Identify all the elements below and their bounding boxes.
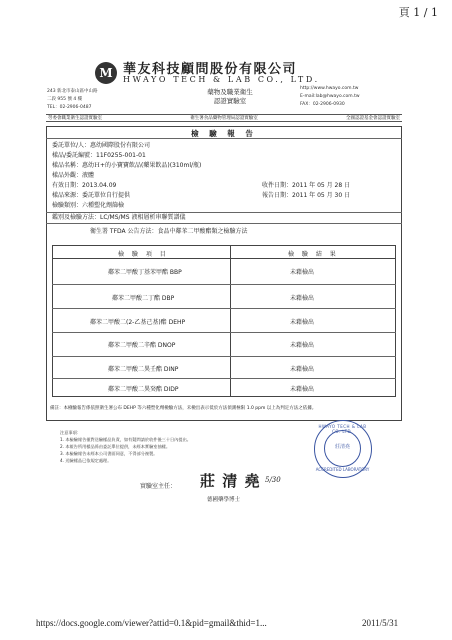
table-row-result: 未藉檢出: [290, 295, 315, 302]
table-row-item: 鄰苯二甲酸二(2-乙基己基)酯 DEHP: [90, 319, 186, 326]
row-divider: [52, 332, 396, 333]
test-category: 檢驗類別：六種塑化劑篩檢: [52, 202, 125, 209]
valid-date: 有效日期：2013.04.09: [52, 182, 117, 189]
row-divider: [52, 284, 396, 285]
instrument: 鑑別及檢驗方法：LC/MS/MS 液相層析串聯質譜儀: [52, 214, 186, 221]
report-date: 報告日期：2011 年 05 月 30 日: [262, 192, 351, 199]
company-address: 243 新北市泰山區中山路 二段 955 號 4 樓 TEL：02-2906-0487: [47, 89, 98, 110]
divider: [46, 138, 402, 139]
table-row-result: 未藉檢出: [290, 269, 315, 276]
table-row-item: 鄰苯二甲酸二丁酯 DBP: [112, 295, 175, 302]
header-result: 檢 驗 結 果: [288, 251, 339, 258]
sample-state: 樣品外觀：液體: [52, 172, 95, 179]
client: 委託單位/人：惠幼國際股份有限公司: [52, 142, 151, 149]
director-title: 德國藥學博士: [207, 497, 241, 503]
lab-title: 藥物及職業衛生 認證實驗室: [207, 88, 253, 105]
sample-source: 樣品來源：委託單位自行提供: [52, 192, 131, 199]
accreditation-band: 勞委會職業衛生認證實驗室 衛生署食品藥物管理局認證實驗室 全國認證基金會認證實驗室: [48, 116, 400, 121]
page-number: 頁 1 / 1: [398, 6, 438, 19]
table-row-result: 未藉檢出: [290, 342, 315, 349]
row-divider: [52, 378, 396, 379]
sample-name: 樣品名稱：惠幼Ｈ+的小寶寶飲品(藥果飲品)(310ml/瓶): [52, 162, 202, 169]
company-contact: http://www.hwayo.com.tw E-mail:lab@hwayo.com.tw FAX：02-2906-0930: [300, 86, 360, 107]
sample-number: 樣品/委託編號：11F0255-001-01: [52, 152, 146, 159]
company-name-en: HWAYO TECH & LAB CO., LTD.: [123, 75, 320, 84]
table-row-item: 鄰苯二甲酸二異壬酯 DINP: [108, 366, 179, 373]
table-row-item: 鄰苯二甲酸二異癸酯 DIDP: [108, 386, 179, 393]
table-row-result: 未藉檢出: [290, 366, 315, 373]
director-label: 實驗室主任：: [140, 483, 177, 490]
director-signature: 莊 清 堯: [200, 472, 261, 490]
table-row-result: 未藉檢出: [290, 319, 315, 326]
company-logo: M: [95, 62, 117, 84]
footer-date: 2011/5/31: [362, 618, 399, 628]
table-row-item: 鄰苯二甲酸丁基苯甲酯 BBP: [108, 269, 182, 276]
signature-date: 5/30: [265, 476, 281, 484]
received-date: 收件日期：2011 年 05 月 28 日: [262, 182, 351, 189]
report-title: 檢 驗 報 告: [191, 129, 257, 138]
notes: 注意事項： 1. 本檢驗報告僅對送驗樣品負責，如有疑問請於收件後三十日內提出。 2. 本報告所用樣品係由委託單位提供，未經本實驗室抽樣。 3. 本檢驗報告未經本公司書面同意，不得部分複製。 4. 送驗樣品已依規定處理。: [60, 430, 191, 463]
table-row-result: 未藉檢出: [290, 386, 315, 393]
lab-seal: HWAYO TECH & LAB CO. LTD. 莊清堯 ACCREDITED LABORATORY: [314, 420, 372, 478]
row-divider: [52, 356, 396, 357]
column-divider: [230, 245, 231, 397]
divider: [46, 212, 402, 213]
header-item: 檢 驗 項 目: [118, 251, 169, 258]
table-header: [52, 245, 396, 259]
test-method: 衛生署 TFDA 公告方法：食品中鄰苯二甲酸酯類之檢驗方法: [90, 228, 248, 235]
row-divider: [52, 308, 396, 309]
company-name-zh: 華友科技顧問股份有限公司: [123, 62, 298, 77]
footnote: 備註：本檢驗報告係依照衛生署公布 DEHP 等六種塑化劑檢驗方法，未檢出表示低於方法偵測極限 1.0 ppm 以上為判定方法之依據。: [50, 406, 317, 411]
table-row-item: 鄰苯二甲酸二辛酯 DNOP: [108, 342, 176, 349]
footer-url: https://docs.google.com/viewer?attid=0.1&pid=gmail&thid=1...: [36, 618, 267, 628]
divider: [46, 223, 402, 224]
